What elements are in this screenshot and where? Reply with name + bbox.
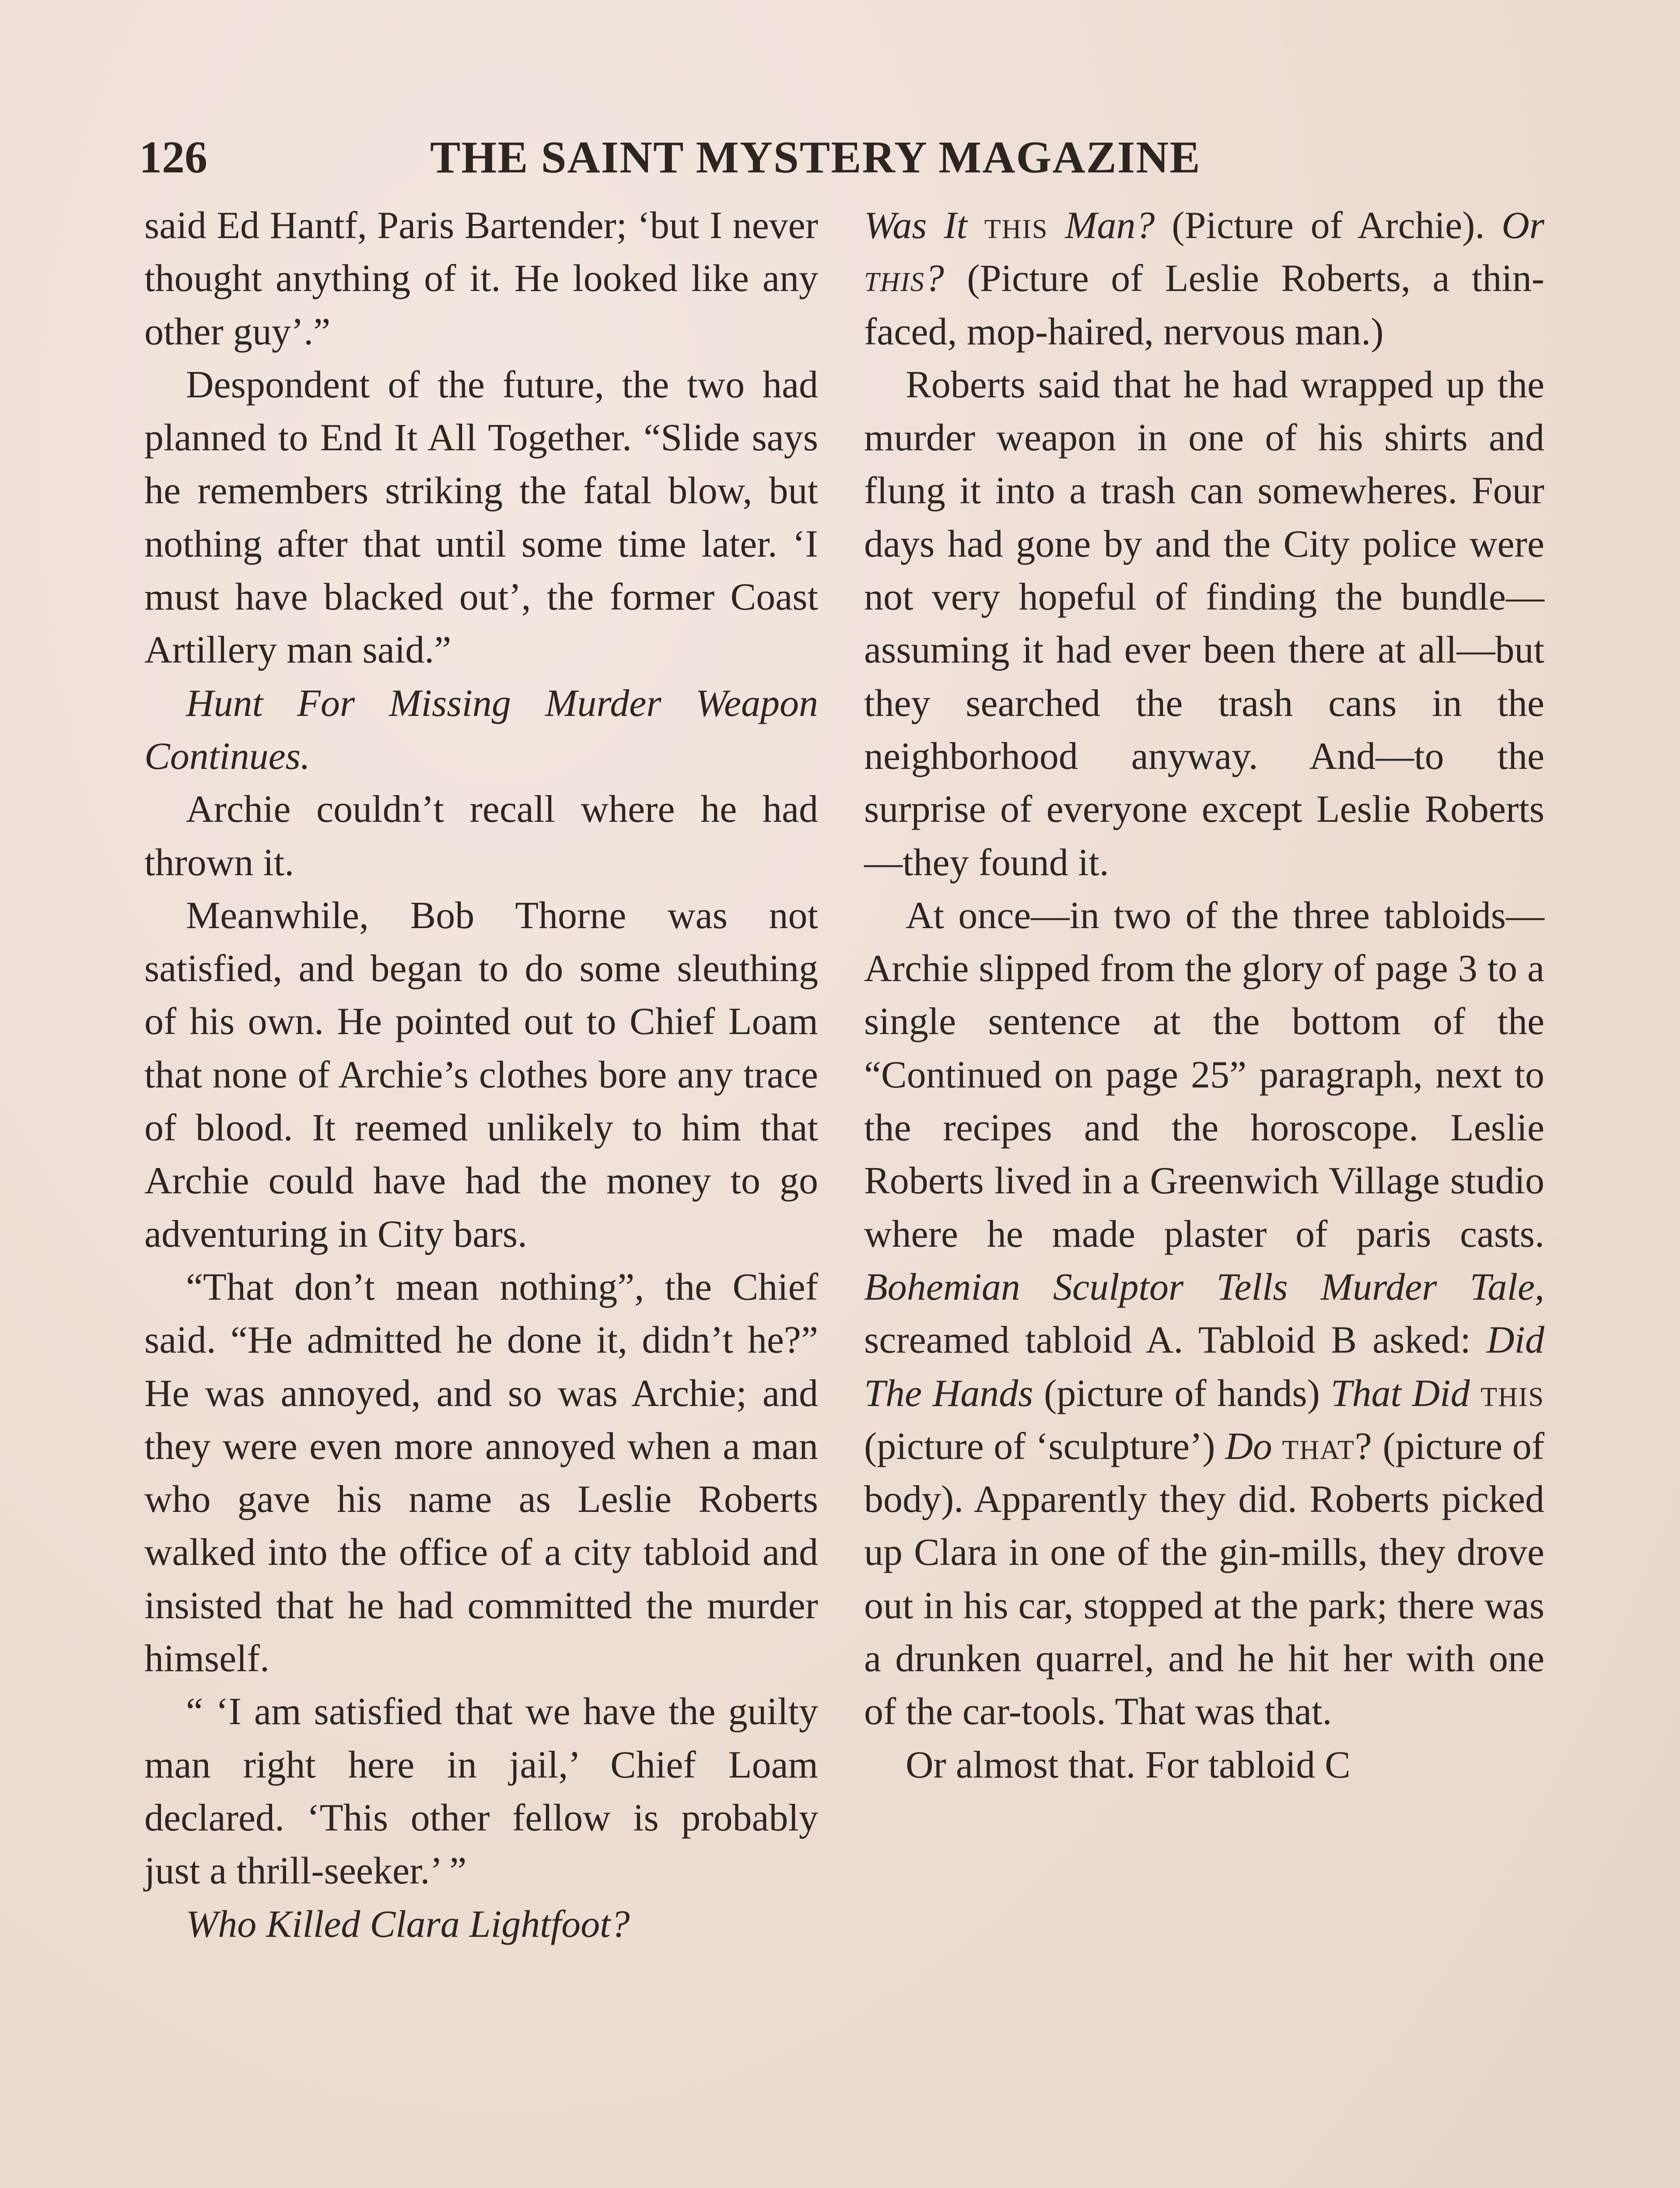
right-column <box>864 199 1544 2188</box>
page-header <box>139 127 1242 188</box>
left-column <box>144 199 818 2188</box>
small-caps-text: that? <box>1282 1425 1373 1468</box>
page-number: 126 <box>139 132 207 182</box>
italic-text: That Did <box>1330 1372 1470 1415</box>
text: At once—in two of the three tabloids—Archie slipped from the glory of page 3 to a single sentence at the bottom of the “Continued on page 25” paragraph, next to the recipes and the horoscope. Leslie Roberts lived in a Greenwich Village studio where he made plaster of paris casts. <box>864 894 1544 1255</box>
italic-text: Or <box>1502 204 1545 247</box>
italic-text: Do <box>1225 1425 1272 1468</box>
paragraph: Roberts said that he had wrapped up the murder weapon in one of his shirts and flung it into a trash can somewheres. Four days had gone by and the City police were not very hopeful of finding the bundle—assuming it had ever been there at all—but they searched the trash cans in the neighborhood anyway. And—to the surprise of everyone except Leslie Roberts—they found it. <box>864 363 1544 884</box>
text: screamed tabloid A. Tabloid B asked: <box>864 1319 1471 1362</box>
text: (Picture of Leslie Roberts, a thin-faced, mop-haired, nervous man.) <box>864 257 1545 353</box>
text: (picture of ‘sculpture’) <box>864 1425 1215 1468</box>
magazine-title: THE SAINT MYSTERY MAGAZINE <box>430 132 1201 182</box>
italic-text: Man? <box>1065 204 1155 247</box>
paragraph: Despondent of the future, the two had planned to End It All Together. “Slide says he remembers striking the fatal blow, but nothing after that until some time later. ‘I must have blacked out’, the former Coast Artillery man said.” <box>144 363 818 672</box>
paragraph: Or almost that. For tabloid C <box>906 1743 1351 1786</box>
paragraph: Archie couldn’t recall where he had thrown it. <box>144 788 818 884</box>
paragraph <box>864 199 1544 358</box>
paragraph <box>864 889 1544 1739</box>
italic-headline: Who Killed Clara Lightfoot? <box>186 1903 630 1946</box>
text: (picture of body). Apparently they did. Roberts picked up Clara in one of the gin-mills, they drove out in his car, stopped at the park; there was a drunken quarrel, and he hit her with one of the car-tools. That was that. <box>864 1425 1545 1733</box>
paragraph: “ ‘I am satisfied that we have the guilty man right here in jail,’ Chief Loam declared. ‘This other fellow is probably just a thrill-seeker.’ ” <box>144 1690 818 1893</box>
text: (Picture of Archie). <box>1172 204 1485 247</box>
small-caps-text: this <box>984 204 1048 247</box>
small-caps-text: this <box>1480 1372 1544 1415</box>
paragraph: “That don’t mean nothing”, the Chief said. “He admitted he done it, didn’t he?” He was annoyed, and so was Archie; and they were even more annoyed when a man who gave his name as Leslie Roberts walked into the office of a city tabloid and insisted that he had committed the murder himself. <box>144 1266 818 1680</box>
text: (picture of hands) <box>1044 1372 1320 1415</box>
paragraph: said Ed Hantf, Paris Bartender; ‘but I never thought anything of it. He looked like any other guy’.” <box>144 204 818 353</box>
italic-text: Bohemian Sculptor Tells Murder Tale, <box>864 1266 1544 1308</box>
italic-text: Did The Hands <box>864 1319 1544 1415</box>
small-caps-text: this? <box>864 257 945 300</box>
italic-headline: Hunt For Missing Murder Weapon Continues. <box>144 682 818 778</box>
italic-text: Was It <box>864 204 967 247</box>
paragraph: Meanwhile, Bob Thorne was not satisfied, and began to do some sleuthing of his own. He pointed out to Chief Loam that none of Archie’s clothes bore any trace of blood. It reemed unlikely to him that Archie could have had the money to go adventuring in City bars. <box>144 894 818 1255</box>
